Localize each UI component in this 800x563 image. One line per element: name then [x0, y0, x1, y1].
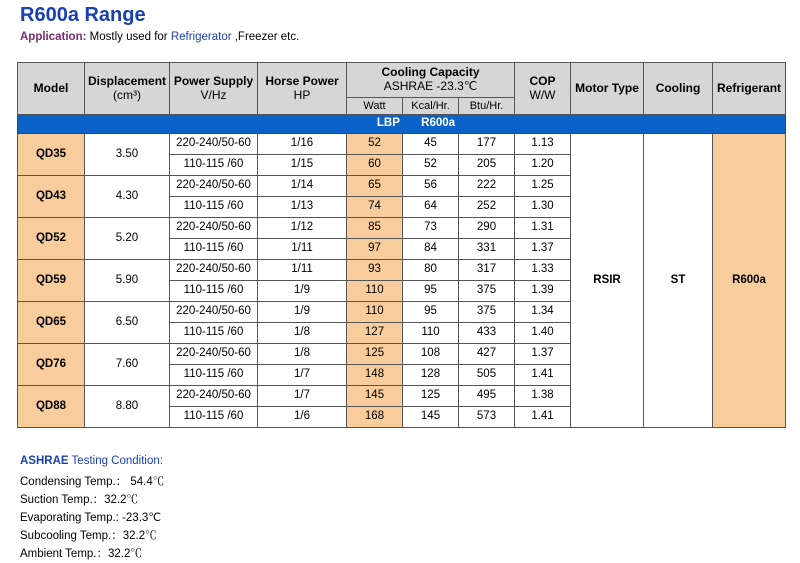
power-supply-cell: 110-115 /60 — [170, 239, 258, 260]
condition-line: Evaporating Temp.: -23.3℃ — [20, 512, 162, 524]
cop-cell: 1.38 — [515, 386, 571, 407]
kcal-cell: 84 — [403, 239, 459, 260]
displacement-cell: 8.80 — [85, 386, 170, 428]
power-supply-cell: 220-240/50-60 — [170, 176, 258, 197]
watt-cell: 127 — [347, 323, 403, 344]
header-cop-label: COP — [529, 73, 556, 88]
power-supply-cell: 110-115 /60 — [170, 155, 258, 176]
motor-type-cell: RSIR — [571, 134, 644, 428]
kcal-cell: 73 — [403, 218, 459, 239]
watt-cell: 110 — [347, 302, 403, 323]
btu-cell: 177 — [459, 134, 515, 155]
btu-cell: 495 — [459, 386, 515, 407]
header-model: Model — [18, 63, 85, 115]
header-displacement-label: Displacement — [87, 73, 167, 88]
band-label-left: LBP — [376, 117, 400, 130]
header-cooling-capacity — [347, 63, 515, 98]
horse-power-cell: 1/9 — [258, 281, 347, 302]
application-highlight: Refrigerator — [170, 31, 232, 43]
horse-power-cell: 1/15 — [258, 155, 347, 176]
header-horse-power-label: Horse Power — [265, 73, 339, 88]
displacement-cell: 5.20 — [85, 218, 170, 260]
horse-power-cell: 1/9 — [258, 302, 347, 323]
lbp-band-row — [18, 115, 786, 134]
horse-power-cell: 1/11 — [258, 239, 347, 260]
btu-cell: 573 — [459, 407, 515, 428]
condition-line: Condensing Temp.： 54.4℃ — [20, 476, 165, 488]
horse-power-cell: 1/6 — [258, 407, 347, 428]
kcal-cell: 56 — [403, 176, 459, 197]
header-horse-power-unit: HP — [293, 87, 311, 102]
kcal-cell: 145 — [403, 407, 459, 428]
watt-cell: 97 — [347, 239, 403, 260]
horse-power-cell: 1/12 — [258, 218, 347, 239]
horse-power-cell: 1/7 — [258, 386, 347, 407]
kcal-cell: 110 — [403, 323, 459, 344]
spec-table — [17, 62, 786, 428]
horse-power-cell: 1/11 — [258, 260, 347, 281]
horse-power-cell: 1/8 — [258, 323, 347, 344]
btu-cell: 290 — [459, 218, 515, 239]
header-watt: Watt — [347, 98, 403, 115]
watt-cell: 74 — [347, 197, 403, 218]
cop-cell: 1.31 — [515, 218, 571, 239]
header-cooling-capacity-label: Cooling Capacity — [381, 65, 480, 80]
horse-power-cell: 1/16 — [258, 134, 347, 155]
kcal-cell: 125 — [403, 386, 459, 407]
kcal-cell: 64 — [403, 197, 459, 218]
ashrae-heading — [20, 455, 164, 467]
cop-cell: 1.34 — [515, 302, 571, 323]
application-text: Mostly used for — [86, 31, 171, 43]
lbp-band — [18, 115, 786, 134]
watt-cell: 85 — [347, 218, 403, 239]
displacement-cell: 4.30 — [85, 176, 170, 218]
header-power-supply — [170, 63, 258, 115]
cop-cell: 1.37 — [515, 344, 571, 365]
header-power-supply-label: Power Supply — [173, 73, 254, 88]
refrigerant-cell: R600a — [713, 134, 786, 428]
condition-line: Ambient Temp.：32.2℃ — [20, 548, 142, 560]
power-supply-cell: 220-240/50-60 — [170, 344, 258, 365]
header-kcal: Kcal/Hr. — [403, 98, 459, 115]
power-supply-cell: 110-115 /60 — [170, 323, 258, 344]
model-cell: QD76 — [18, 344, 85, 386]
cop-cell: 1.25 — [515, 176, 571, 197]
power-supply-cell: 220-240/50-60 — [170, 260, 258, 281]
condition-line: Subcooling Temp.：32.2℃ — [20, 530, 157, 542]
header-refrigerant: Refrigerant — [713, 63, 786, 115]
kcal-cell: 108 — [403, 344, 459, 365]
application-text-tail: ,Freezer etc. — [231, 31, 300, 43]
model-cell: QD35 — [18, 134, 85, 176]
header-cop-unit: W/W — [529, 87, 556, 102]
model-cell: QD88 — [18, 386, 85, 428]
spec-table-body — [18, 115, 786, 428]
application-label: Application: — [20, 31, 87, 43]
power-supply-cell: 220-240/50-60 — [170, 386, 258, 407]
horse-power-cell: 1/14 — [258, 176, 347, 197]
power-supply-cell: 110-115 /60 — [170, 281, 258, 302]
header-cooling-capacity-sub: ASHRAE -23.3℃ — [383, 79, 478, 93]
model-cell: QD59 — [18, 260, 85, 302]
watt-cell: 110 — [347, 281, 403, 302]
band-label-right: R600a — [421, 117, 456, 130]
model-cell: QD43 — [18, 176, 85, 218]
power-supply-cell: 110-115 /60 — [170, 197, 258, 218]
kcal-cell: 95 — [403, 281, 459, 302]
cop-cell: 1.40 — [515, 323, 571, 344]
power-supply-cell: 220-240/50-60 — [170, 218, 258, 239]
btu-cell: 375 — [459, 281, 515, 302]
cop-cell: 1.30 — [515, 197, 571, 218]
page-title: R600a Range — [20, 4, 146, 26]
model-cell: QD52 — [18, 218, 85, 260]
header-cop — [515, 63, 571, 115]
btu-cell: 433 — [459, 323, 515, 344]
header-power-supply-unit: V/Hz — [200, 87, 227, 102]
watt-cell: 145 — [347, 386, 403, 407]
btu-cell: 427 — [459, 344, 515, 365]
power-supply-cell: 110-115 /60 — [170, 365, 258, 386]
displacement-cell: 5.90 — [85, 260, 170, 302]
watt-cell: 52 — [347, 134, 403, 155]
btu-cell: 317 — [459, 260, 515, 281]
btu-cell: 375 — [459, 302, 515, 323]
btu-cell: 252 — [459, 197, 515, 218]
cop-cell: 1.37 — [515, 239, 571, 260]
horse-power-cell: 1/7 — [258, 365, 347, 386]
cop-cell: 1.41 — [515, 365, 571, 386]
horse-power-cell: 1/13 — [258, 197, 347, 218]
condition-line: Suction Temp.：32.2℃ — [20, 494, 139, 506]
horse-power-cell: 1/8 — [258, 344, 347, 365]
header-displacement-unit: (cm³) — [113, 87, 141, 102]
header-horse-power — [258, 63, 347, 115]
header-btu: Btu/Hr. — [459, 98, 515, 115]
watt-cell: 125 — [347, 344, 403, 365]
ashrae-conditions — [20, 455, 164, 563]
header-displacement — [85, 63, 170, 115]
cooling-cell: ST — [644, 134, 713, 428]
cop-cell: 1.13 — [515, 134, 571, 155]
watt-cell: 148 — [347, 365, 403, 386]
kcal-cell: 52 — [403, 155, 459, 176]
power-supply-cell: 220-240/50-60 — [170, 134, 258, 155]
btu-cell: 505 — [459, 365, 515, 386]
watt-cell: 65 — [347, 176, 403, 197]
cop-cell: 1.41 — [515, 407, 571, 428]
cop-cell: 1.33 — [515, 260, 571, 281]
header-cooling: Cooling — [644, 63, 713, 115]
ashrae-brand: ASHRAE — [20, 455, 69, 467]
kcal-cell: 128 — [403, 365, 459, 386]
displacement-cell: 6.50 — [85, 302, 170, 344]
btu-cell: 331 — [459, 239, 515, 260]
cop-cell: 1.20 — [515, 155, 571, 176]
cop-cell: 1.39 — [515, 281, 571, 302]
header-motor-type: Motor Type — [571, 63, 644, 115]
displacement-cell: 3.50 — [85, 134, 170, 176]
power-supply-cell: 220-240/50-60 — [170, 302, 258, 323]
kcal-cell: 80 — [403, 260, 459, 281]
table-row — [18, 134, 786, 155]
btu-cell: 205 — [459, 155, 515, 176]
ashrae-heading-text: Testing Condition: — [68, 455, 163, 467]
kcal-cell: 95 — [403, 302, 459, 323]
displacement-cell: 7.60 — [85, 344, 170, 386]
watt-cell: 60 — [347, 155, 403, 176]
watt-cell: 168 — [347, 407, 403, 428]
model-cell: QD65 — [18, 302, 85, 344]
power-supply-cell: 110-115 /60 — [170, 407, 258, 428]
btu-cell: 222 — [459, 176, 515, 197]
watt-cell: 93 — [347, 260, 403, 281]
application-line — [20, 31, 299, 43]
kcal-cell: 45 — [403, 134, 459, 155]
